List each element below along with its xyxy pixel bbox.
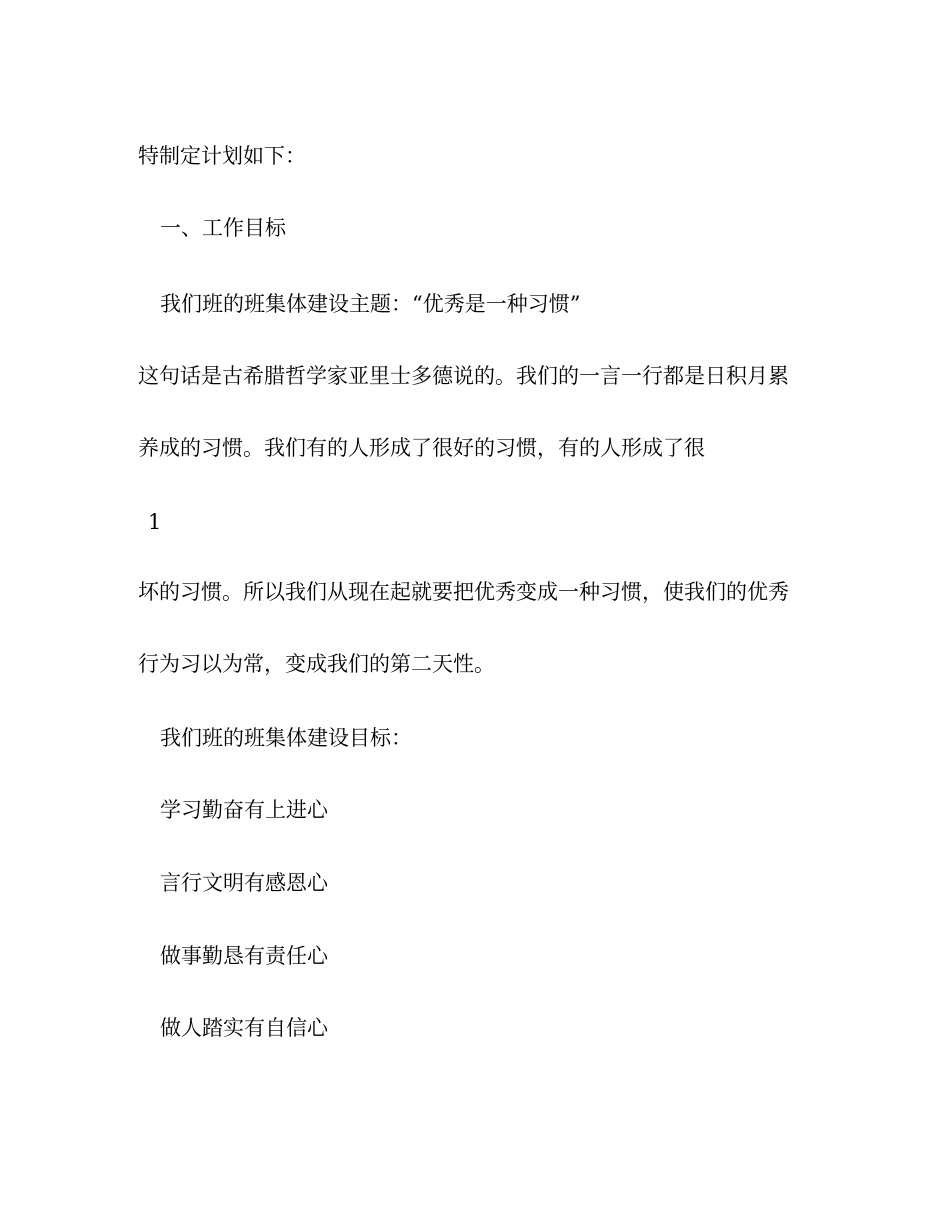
- goals-heading: 我们班的班集体建设目标：: [160, 726, 412, 750]
- page-number: 1: [148, 510, 162, 534]
- goal-item: 言行文明有感恩心: [160, 871, 328, 895]
- body-line: 坏的习惯。所以我们从现在起就要把优秀变成一种习惯，使我们的优秀: [138, 580, 789, 604]
- body-line: 养成的习惯。我们有的人形成了很好的习惯，有的人形成了很: [138, 436, 705, 460]
- body-line: 这句话是古希腊哲学家亚里士多德说的。我们的一言一行都是日积月累: [138, 364, 789, 388]
- theme-line: 我们班的班集体建设主题：“优秀是一种习惯”: [160, 292, 581, 316]
- goal-item: 学习勤奋有上进心: [160, 798, 328, 822]
- intro-line: 特制定计划如下：: [138, 144, 306, 168]
- goal-item: 做人踏实有自信心: [160, 1016, 328, 1040]
- section-heading: 一、工作目标: [160, 216, 286, 240]
- goal-item: 做事勤恳有责任心: [160, 944, 328, 968]
- body-line: 行为习以为常，变成我们的第二天性。: [138, 652, 495, 676]
